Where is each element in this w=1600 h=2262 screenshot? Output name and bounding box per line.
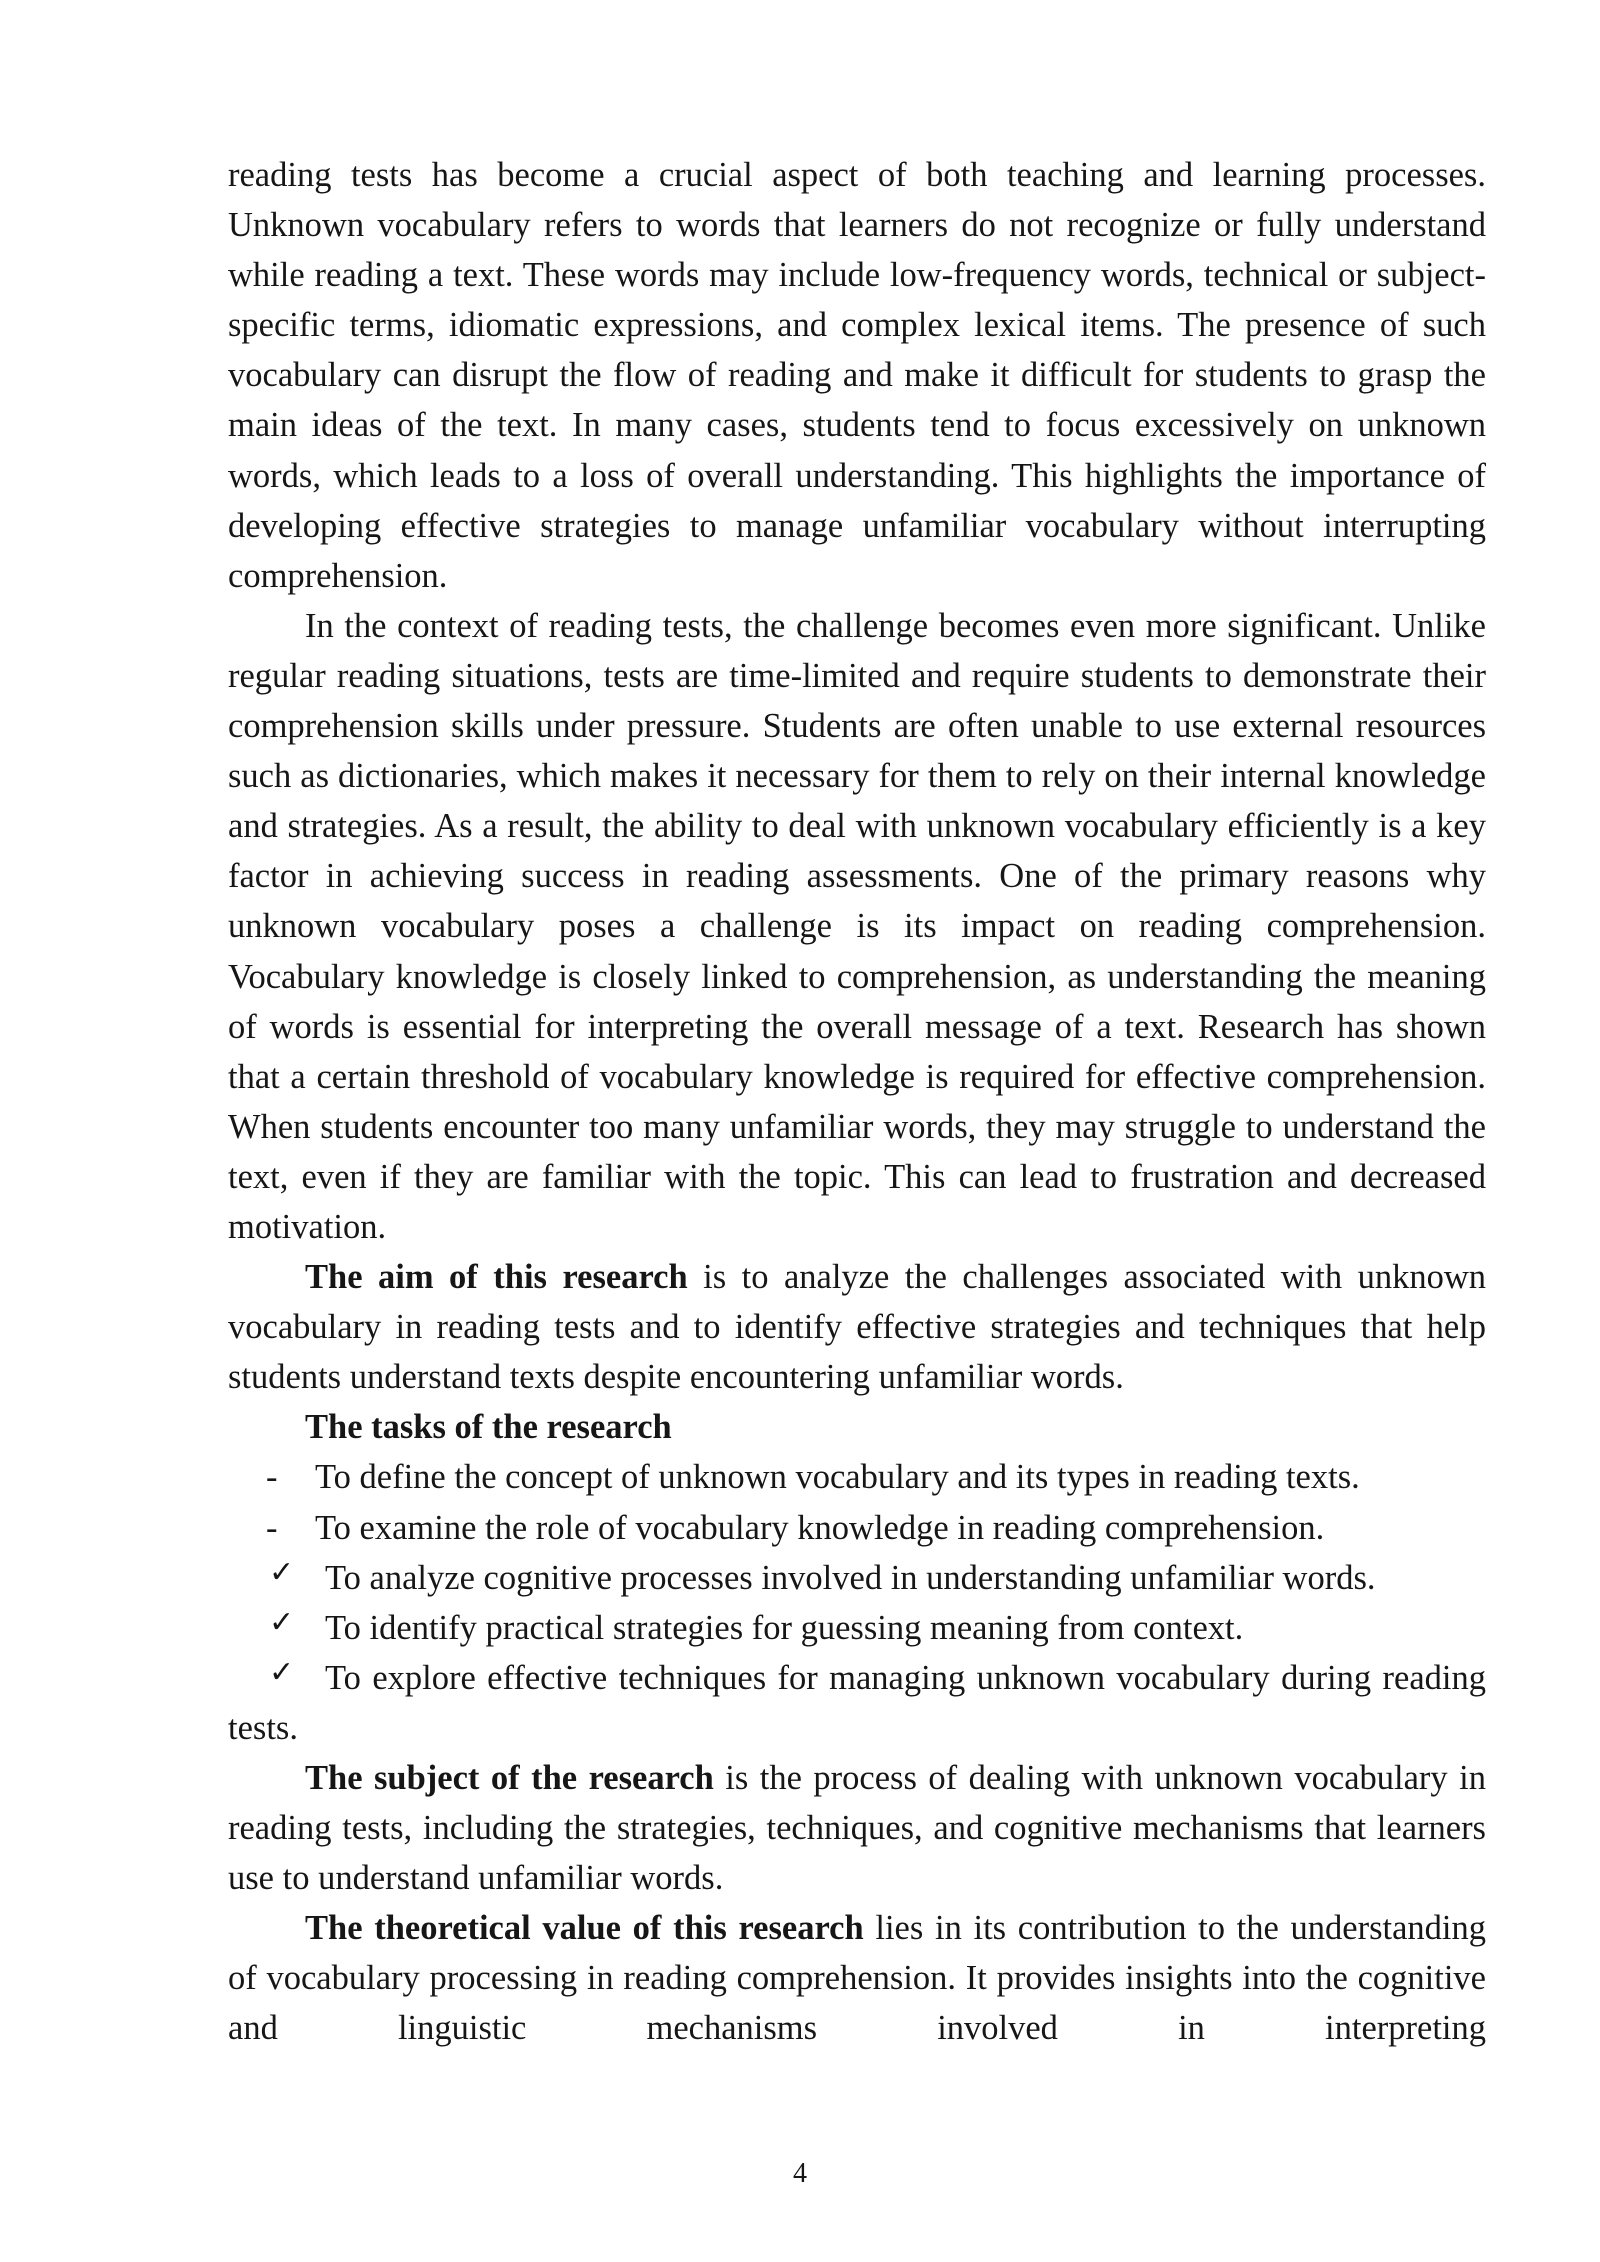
subject-text: is the process of dealing with unknown vocabulary in reading tests, including the strategies, techniques, and cognitive mechanisms that learners use to understand unfamiliar words. — [228, 1759, 1486, 1898]
task-item-text: To analyze cognitive processes involved in understanding unfamiliar words. — [325, 1558, 1376, 1597]
checkmark-icon: ✓ — [269, 1554, 295, 1590]
paragraph-reading-tests-context: In the context of reading tests, the challenge becomes even more significant. Unlike regular reading situations, tests are time-limited and require students to demonstrate their comprehension skills under pressure. Students are often unable to use external resources such as dictionaries, which makes it necessary for them to rely on their internal knowledge and strategies. As a result, the ability to deal with unknown vocabulary efficiently is a key factor in achieving success in reading assessments. One of the primary reasons why unknown vocabulary poses a challenge is its impact on reading comprehension. Vocabulary knowledge is closely linked to comprehension, as understanding the meaning of words is essential for interpreting the overall message of a text. Research has shown that a certain threshold of vocabulary knowledge is required for effective comprehension. When students encounter too many unfamiliar words, they may struggle to understand the text, even if they are familiar with the topic. This can lead to frustration and decreased motivation. — [228, 606, 1486, 1246]
paragraph-unknown-vocabulary: reading tests has become a crucial aspect of both teaching and learning processes. Unknown vocabulary refers to words that learners do not recognize or fully understand while reading a text. These words may include low-frequency words, technical or subject-specific terms, idiomatic expressions, and complex lexical items. The presence of such vocabulary can disrupt the flow of reading and make it difficult for students to grasp the main ideas of the text. In many cases, students tend to focus excessively on unknown words, which leads to a loss of overall understanding. This highlights the importance of developing effective strategies to manage unfamiliar vocabulary without interrupting comprehension. — [228, 156, 1486, 595]
task-item-2 — [228, 1503, 1486, 1553]
checkmark-icon: ✓ — [269, 1604, 295, 1640]
task-item-1 — [228, 1452, 1486, 1502]
task-item-3 — [228, 1553, 1486, 1603]
tasks-heading: The tasks of the research — [305, 1408, 672, 1447]
task-item-text: To examine the role of vocabulary knowledge in reading comprehension. — [315, 1508, 1325, 1547]
paragraph-theoretical-value — [228, 1903, 1486, 2053]
task-item-5 — [228, 1653, 1486, 1753]
aim-text: is to analyze the challenges associated with unknown vocabulary in reading tests and to identify effective strategies and techniques that help students understand texts despite encountering unfamiliar words. — [228, 1258, 1486, 1397]
task-item-text: To explore effective techniques for managing unknown vocabulary during reading tests. — [228, 1658, 1486, 1747]
task-item-text: To identify practical strategies for guessing meaning from context. — [325, 1608, 1244, 1647]
aim-label: The aim of this research — [305, 1258, 688, 1297]
dash-marker: - — [266, 1508, 278, 1547]
checkmark-icon: ✓ — [269, 1654, 295, 1690]
document-page — [228, 150, 1486, 2054]
paragraph-research-aim — [228, 1252, 1486, 1402]
task-item-4 — [228, 1603, 1486, 1653]
dash-marker: - — [266, 1458, 278, 1497]
theoretical-text: lies in its contribution to the understanding of vocabulary processing in reading comprehension. It provides insights into the cognitive and linguistic mechanisms involved in interpreting — [228, 1909, 1486, 2048]
task-item-text: To define the concept of unknown vocabulary and its types in reading texts. — [315, 1458, 1360, 1497]
theoretical-label: The theoretical value of this research — [305, 1909, 864, 1948]
subject-label: The subject of the research — [305, 1759, 714, 1797]
paragraph-research-subject — [228, 1753, 1486, 1903]
page-number: 4 — [793, 2158, 807, 2189]
